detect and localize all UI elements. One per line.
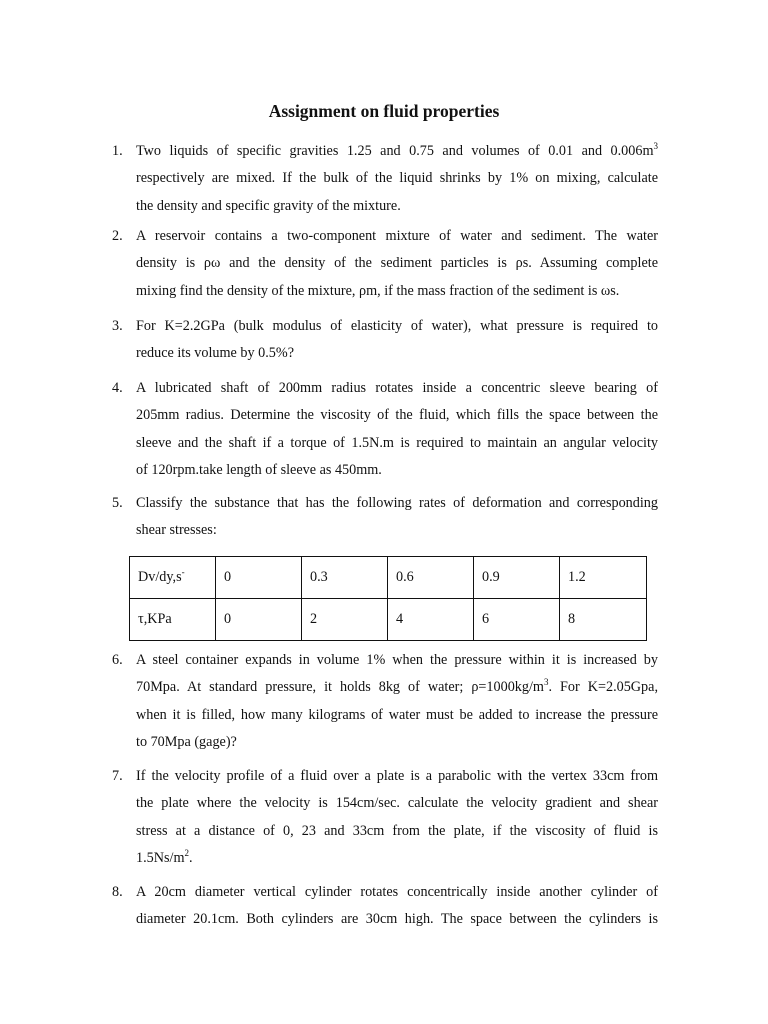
table-cell: 0: [216, 557, 302, 599]
question-line: the plate where the velocity is 154cm/sec. calculate the velocity gradient and shear: [136, 795, 658, 812]
document-title: Assignment on fluid properties: [268, 101, 500, 121]
table-cell: 6: [474, 599, 560, 641]
table-cell: 4: [388, 599, 474, 641]
question-line: reduce its volume by 0.5%?: [136, 345, 294, 362]
question-line: to 70Mpa (gage)?: [136, 733, 237, 750]
question-line: A reservoir contains a two-component mixture of water and sediment. The water: [136, 228, 658, 244]
question-number: 1.: [112, 143, 123, 159]
question-line: If the velocity profile of a fluid over a plate is a parabolic with the vertex 33cm from: [136, 768, 658, 784]
question-line: A steel container expands in volume 1% when the pressure within it is increased by: [136, 652, 658, 668]
question-line: A lubricated shaft of 200mm radius rotates inside a concentric sleeve bearing of: [136, 380, 658, 396]
table-cell: 0.9: [474, 557, 560, 599]
question-line: of 120rpm.take length of sleeve as 450mm.: [136, 461, 382, 478]
table-cell: 0: [216, 599, 302, 641]
deformation-rate-table: [129, 556, 647, 641]
question-line: stress at a distance of 0, 23 and 33cm from the plate, if the viscosity of fluid is: [136, 822, 658, 839]
question-line: 205mm radius. Determine the viscosity of the fluid, which fills the space between the: [136, 407, 658, 424]
table-row: [130, 599, 647, 641]
question-line: Classify the substance that has the following rates of deformation and corresponding: [136, 495, 658, 511]
question-5: [112, 490, 658, 545]
table-cell: 0.3: [302, 557, 388, 599]
question-line: 70Mpa. At standard pressure, it holds 8kg of water; $\rho=1000kg/m^3$. For K=2.05Gpa,: [136, 677, 658, 696]
table-cell: 0.6: [388, 557, 474, 599]
question-line: the density and specific gravity of the mixture.: [136, 197, 401, 214]
question-6: [112, 647, 658, 756]
question-line: shear stresses:: [136, 522, 217, 539]
question-line: density is ρω and the density of the sediment particles is ρs. Assuming complete: [136, 255, 658, 272]
question-number: 5.: [112, 495, 123, 511]
table-cell: 8: [560, 599, 647, 641]
question-line: mixing find the density of the mixture, ρm, if the mass fraction of the sediment is ωs.: [136, 282, 620, 299]
question-line: Two liquids of specific gravities 1.25 and 0.75 and volumes of 0.01 and $0.006m^3$: [136, 141, 658, 159]
question-line: diameter 20.1cm. Both cylinders are 30cm high. The space between the cylinders is: [136, 911, 658, 928]
question-line: $1.5Ns/m^2$.: [136, 847, 193, 866]
question-line: when it is filled, how many kilograms of water must be added to increase the pressure: [136, 706, 658, 723]
table-cell: 1.2: [560, 557, 647, 599]
question-number: 2.: [112, 228, 123, 244]
question-number: 4.: [112, 380, 123, 396]
question-line: A 20cm diameter vertical cylinder rotates concentrically inside another cylinder of: [136, 884, 658, 900]
question-number: 3.: [112, 318, 123, 334]
table-cell: 2: [302, 599, 388, 641]
question-line: For K=2.2GPa (bulk modulus of elasticity of water), what pressure is required to: [136, 318, 658, 334]
question-line: respectively are mixed. If the bulk of the liquid shrinks by 1% on mixing, calculate: [136, 170, 658, 187]
question-number: 7.: [112, 768, 123, 784]
question-line: sleeve and the shaft if a torque of 1.5N.m is required to maintain an angular velocity: [136, 434, 658, 451]
question-3: [112, 313, 658, 368]
question-number: 6.: [112, 652, 123, 668]
question-2: [112, 223, 658, 305]
question-4: [112, 375, 658, 484]
table-row-label: τ,KPa: [130, 599, 216, 641]
question-8: [112, 879, 658, 934]
question-1: [112, 138, 658, 220]
table-row-label: Dv/dy,s-: [130, 557, 216, 599]
question-7: [112, 763, 658, 872]
table-row: [130, 557, 647, 599]
question-number: 8.: [112, 884, 123, 900]
